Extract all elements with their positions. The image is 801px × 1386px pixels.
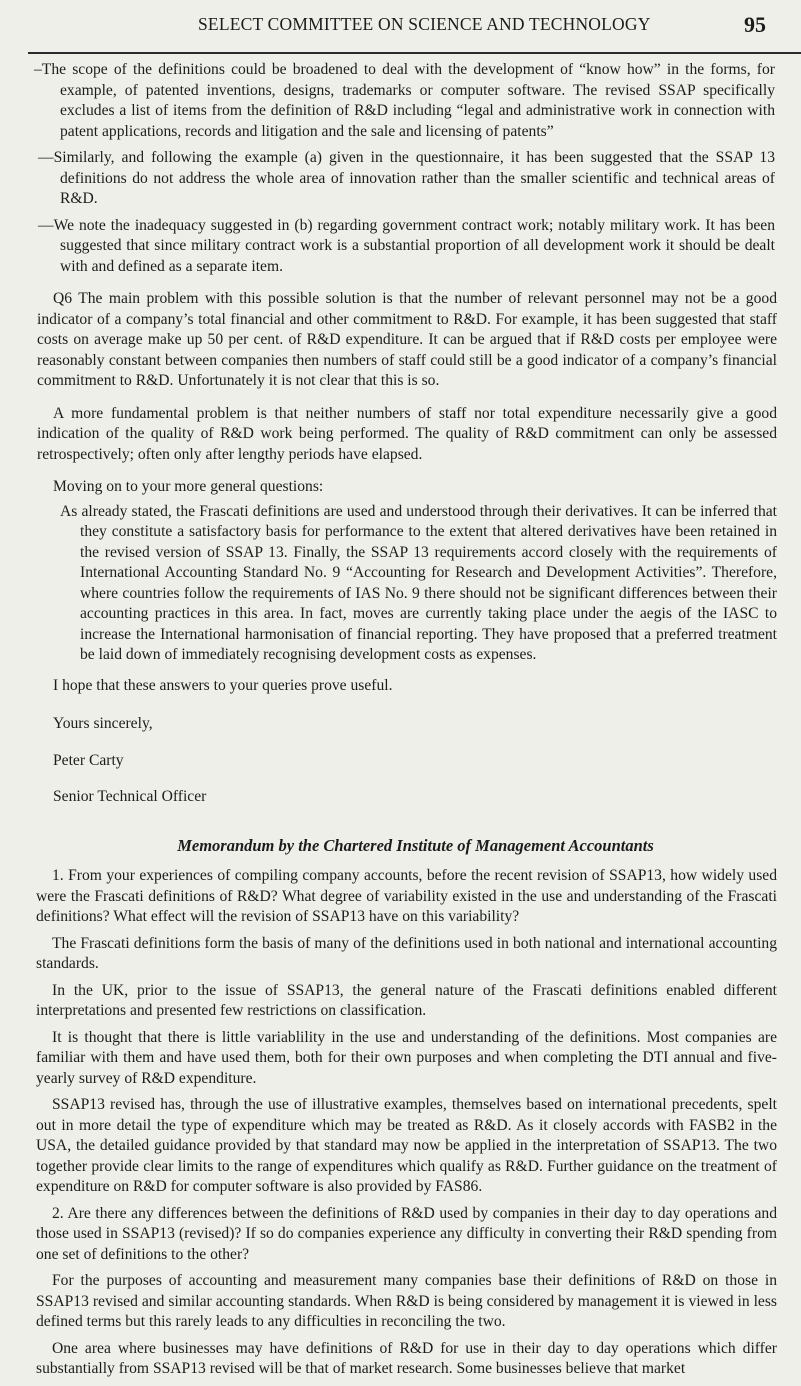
paragraph-uk-prior: In the UK, prior to the issue of SSAP13, the general nature of the Frascati definitions enabled different interpretations and presented few restrictions on classification. — [36, 981, 777, 1019]
question-2: 2. Are there any differences between the definitions of R&D used by companies in their day to day operations and those used in SSAP13 (revised)? If so do companies experience any difficulty in converting their R&D spending from one set of definitions to the other? — [36, 1204, 777, 1263]
bullet-scope: –The scope of the definitions could be broadened to deal with the development of “know how” in the forms, for example, of patented inventions, designs, trademarks or computer software. The revised SSAP specifically excludes a list of items from the definition of R&D including “legal and administrative work in connection with patent applications, records and litigation and the sale and licensing of patents” — [34, 61, 775, 140]
paragraph-moving-on: Moving on to your more general questions: — [53, 478, 324, 495]
page-header — [0, 14, 801, 44]
paragraph-q6: Q6 The main problem with this possible solution is that the number of relevant personnel may not be a good indicator of a company’s total financial and other commitment to R&D. For example, it has been suggested that staff costs on average make up 50 per cent. of R&D expenditure. It can be argued that if R&D costs per employee were reasonably constant between companies then numbers of staff could still be a good indicator of a company’s financial commitment to R&D. Unfortunately it is not clear that this is so. — [37, 290, 777, 389]
bullet-inadequacy: —We note the inadequacy suggested in (b) regarding government contract work; notably military work. It has been suggested that since military contract work is a substantial proportion of all development work it should be dealt with and defined as a separate item. — [38, 216, 775, 275]
memorandum-heading: Memorandum by the Chartered Institute of Management Accountants — [177, 835, 654, 855]
paragraph-variability: It is thought that there is little variablility in the use and understanding of the definitions. Most companies are familiar with them and have used them, both for their own purposes and when completing the DTI annual and five-yearly survey of R&D expenditure. — [36, 1028, 777, 1087]
signatory-title: Senior Technical Officer — [53, 788, 207, 805]
signatory-name: Peter Carty — [53, 751, 124, 769]
closing: Yours sincerely, — [53, 715, 153, 732]
paragraph-accounting-purposes: For the purposes of accounting and measurement many companies base their definitions of R&D on those in SSAP13 revised and similar accounting standards. When R&D is being considered by management it is viewed in less defined terms but this rarely leads to any difficulties in reconciling the two. — [36, 1272, 777, 1330]
running-title: SELECT COMMITTEE ON SCIENCE AND TECHNOLOGY — [198, 14, 651, 34]
header-rule — [28, 52, 801, 54]
page-number: 95 — [744, 12, 766, 37]
paragraph-ssap13-revised: SSAP13 revised has, through the use of illustrative examples, themselves based on international precedents, spelt out in more detail the type of expenditure which may be treated as R&D. As it closely accords with FASB2 in the USA, the detailed guidance provided by that standard may now be applied in the interpretation of SSAP13. The two together provide clear limits to the range of expenditures which qualify as R&D. Further guidance on the treatment of expenditure on R&D for computer software is also provided by FAS86. — [36, 1096, 777, 1195]
paragraph-hope: I hope that these answers to your queries prove useful. — [53, 676, 393, 694]
paragraph-market-research: One area where businesses may have definitions of R&D for use in their day to day operations which differ substantially from SSAP13 revised will be that of market research. Some businesses believe that market — [36, 1339, 777, 1377]
question-1: 1. From your experiences of compiling company accounts, before the recent revision of SSAP13, how widely used were the Frascati definitions of R&D? What degree of variability existed in the use and understanding of the Frascati definitions? What effect will the revision of SSAP13 have on this variability? — [36, 867, 777, 925]
paragraph-frascati-basis: The Frascati definitions form the basis of many of the definitions used in both national and international accounting standards. — [36, 934, 777, 972]
bullet-similarly: —Similarly, and following the example (a) given in the questionnaire, it has been suggested that the SSAP 13 definitions do not address the whole area of innovation rather than the smaller scientific and technical areas of R&D. — [38, 149, 775, 207]
paragraph-fundamental: A more fundamental problem is that neither numbers of staff nor total expenditure necessarily give a good indication of the quality of R&D work being performed. The quality of R&D commitment can only be assessed retrospectively; often only after lengthy periods have elapsed. — [37, 404, 777, 463]
signature-block — [0, 714, 801, 808]
paragraph-already-stated: As already stated, the Frascati definitions are used and understood through their derivatives. It can be inferred that they constitute a satisfactory basis for performance to the extent that altered derivatives have been retained in the revised version of SSAP 13. Finally, the SSAP 13 requirements accord closely with the requirements of International Accounting Standard No. 9 “Accounting for Research and Development Activities”. Therefore, where countries follow the requirements of IAS No. 9 there should not be significant differences between their accounting practices in this area. In fact, moves are currently taking place under the aegis of the IASC to increase the International harmonisation of financial reporting. They have proposed that a preferred treatment be laid down of immediately recognising development costs as expenses. — [60, 502, 777, 663]
page-body — [0, 60, 801, 1386]
